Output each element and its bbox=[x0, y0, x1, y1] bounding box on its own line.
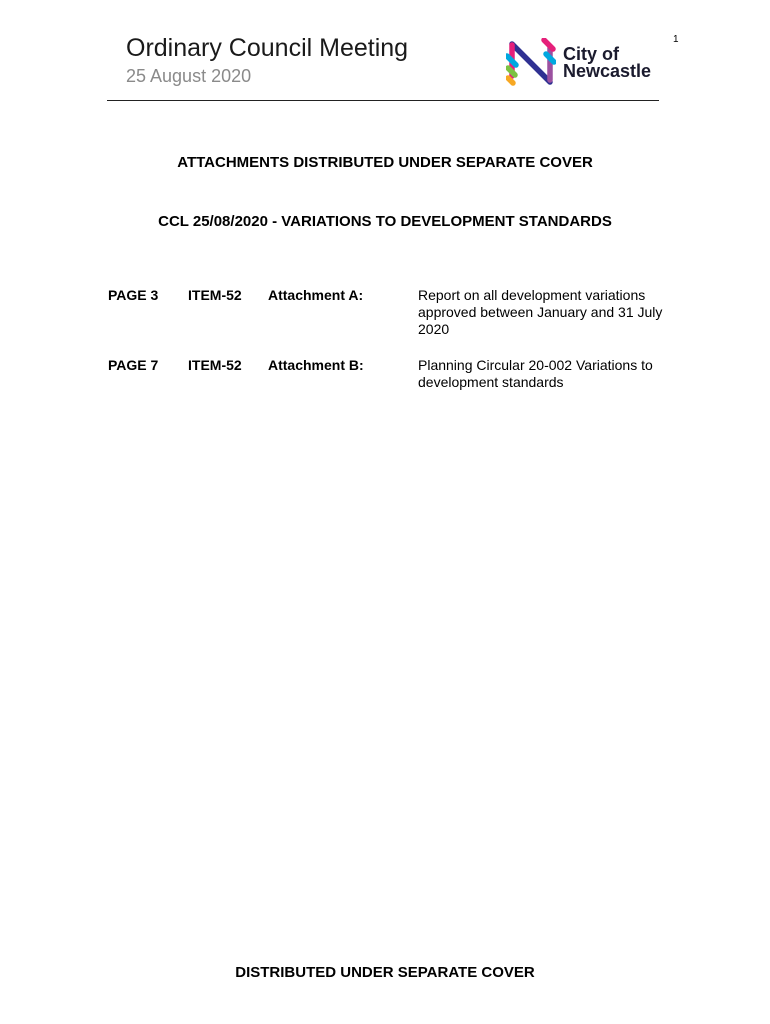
logo-text-line1: City of bbox=[563, 44, 619, 64]
header-divider bbox=[107, 100, 659, 101]
page-number: 1 bbox=[673, 34, 679, 45]
attachment-item: ITEM-52 bbox=[188, 357, 242, 373]
attachment-page: PAGE 3 bbox=[108, 287, 159, 303]
subject-heading: CCL 25/08/2020 - VARIATIONS TO DEVELOPMENT STANDARDS bbox=[158, 213, 612, 230]
logo-text-line2: Newcastle bbox=[563, 61, 652, 81]
meeting-date: 25 August 2020 bbox=[126, 66, 252, 86]
footer-heading: DISTRIBUTED UNDER SEPARATE COVER bbox=[235, 964, 535, 981]
attachment-description: Report on all development variations approved between January and 31 July 2020 bbox=[418, 287, 663, 337]
city-of-newcastle-logo-icon bbox=[506, 38, 556, 88]
meeting-title: Ordinary Council Meeting bbox=[126, 34, 409, 62]
attachment-label: Attachment B: bbox=[268, 357, 364, 373]
attachments-heading: ATTACHMENTS DISTRIBUTED UNDER SEPARATE COVER bbox=[177, 154, 593, 171]
attachment-description: Planning Circular 20-002 Variations to development standards bbox=[418, 357, 653, 390]
city-logo bbox=[506, 38, 666, 88]
attachment-page: PAGE 7 bbox=[108, 357, 159, 373]
attachment-label: Attachment A: bbox=[268, 287, 364, 303]
attachment-item: ITEM-52 bbox=[188, 287, 242, 303]
